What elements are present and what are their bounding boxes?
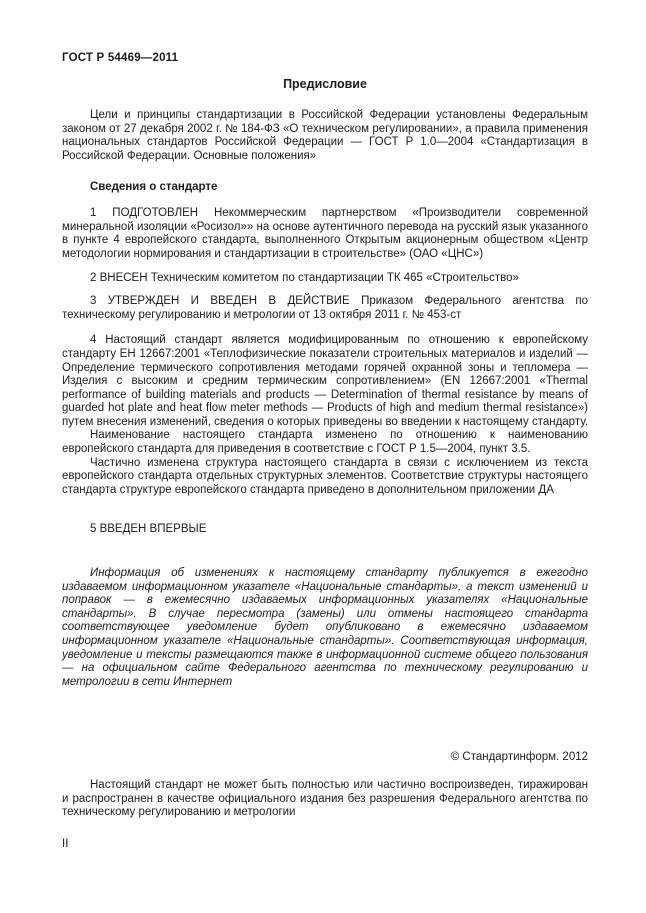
standard-info-item-4: 4 Настоящий стандарт является модифицированным по отношению к европейскому стандарту ЕН 12667:2001 «Теплофизические показатели строительных материалов и изделий — Определение термического сопротивления методами горячей охранной зоны и тепломера — Изделия с высоким и средним термическим сопротивлением» (EN 12667:2001 «Thermal performance of building materials and products — Determination of thermal resistance by means of guarded hot plate and heat flow meter methods — Products of high and medium thermal resistance») путем внесения изменений, сведения о которых приведены во введении к настоящему стандарту. (62, 334, 589, 428)
copyright-notice: © Стандартинформ. 2012 (450, 751, 588, 764)
page-title: Предисловие (283, 76, 367, 91)
page-number: II (62, 838, 69, 850)
section-heading: Сведения о стандарте (90, 180, 218, 193)
standard-info-item-4-continued-1: Наименование настоящего стандарта изменено по отношению к наименованию европейского стандарта для приведения в соответствие с ГОСТ Р 1.5—2004, пункт 3.5. (62, 429, 588, 456)
standard-info-item-3: 3 УТВЕРЖДЕН И ВВЕДЕН В ДЕЙСТВИЕ Приказом Федерального агентства по техническому регулированию и метрологии от 13 октября 2011 г. № 453-ст (62, 295, 588, 321)
standard-info-item-2: 2 ВНЕСЕН Техническим комитетом по стандартизации ТК 465 «Строительство» (90, 271, 519, 284)
standard-info-item-4-continued-2: Частично изменена структура настоящего стандарта в связи с исключением из текста европейского стандарта отдельных структурных элементов. Соответствие структуры настоящего стандарта структуре европейского стандарта приведено в дополнительном приложении ДА (62, 456, 588, 496)
standard-info-item-5: 5 ВВЕДЕН ВПЕРВЫЕ (90, 523, 207, 536)
standard-info-item-1: 1 ПОДГОТОВЛЕН Некоммерческим партнерством «Производители современной минеральной изоляции «Росизол»» на основе аутентичного перевода на русский язык указанного в пункте 4 европейского стандарта, выполненного Открытым акционерным обществом «Центр методологии нормирования и стандартизации в строительстве» (ОАО «ЦНС») (62, 207, 588, 260)
amendments-note: Информация об изменениях к настоящему стандарту публикуется в ежегодно издаваемом информационном указателе «Национальные стандарты», а текст изменений и поправок — в ежемесячно издаваемых информационных указателях «Национальные стандарты». В случае пересмотра (замены) или отмены настоящего стандарта соответствующее уведомление будет опубликовано в ежемесячно издаваемом информационном указателе «Национальные стандарты». Соответствующая информация, уведомление и тексты размещаются также в информационной системе общего пользования — на официальном сайте Федерального агентства по техническому регулированию и метрологии в сети Интернет (62, 567, 588, 688)
intro-paragraph: Цели и принципы стандартизации в Российской Федерации установлены Федеральным законом от 27 декабря 2002 г. № 184-ФЗ «О техническом регулировании», а правила применения национальных стандартов Российской Федерации — ГОСТ Р 1.0—2004 «Стандартизация в Российской Федерации. Основные положения» (62, 109, 588, 162)
distribution-notice: Настоящий стандарт не может быть полностью или частично воспроизведен, тиражирован и распространен в качестве официального издания без разрешения Федерального агентства по техническому регулированию и метрологии (62, 778, 588, 819)
document-number: ГОСТ Р 54469—2011 (62, 52, 179, 64)
